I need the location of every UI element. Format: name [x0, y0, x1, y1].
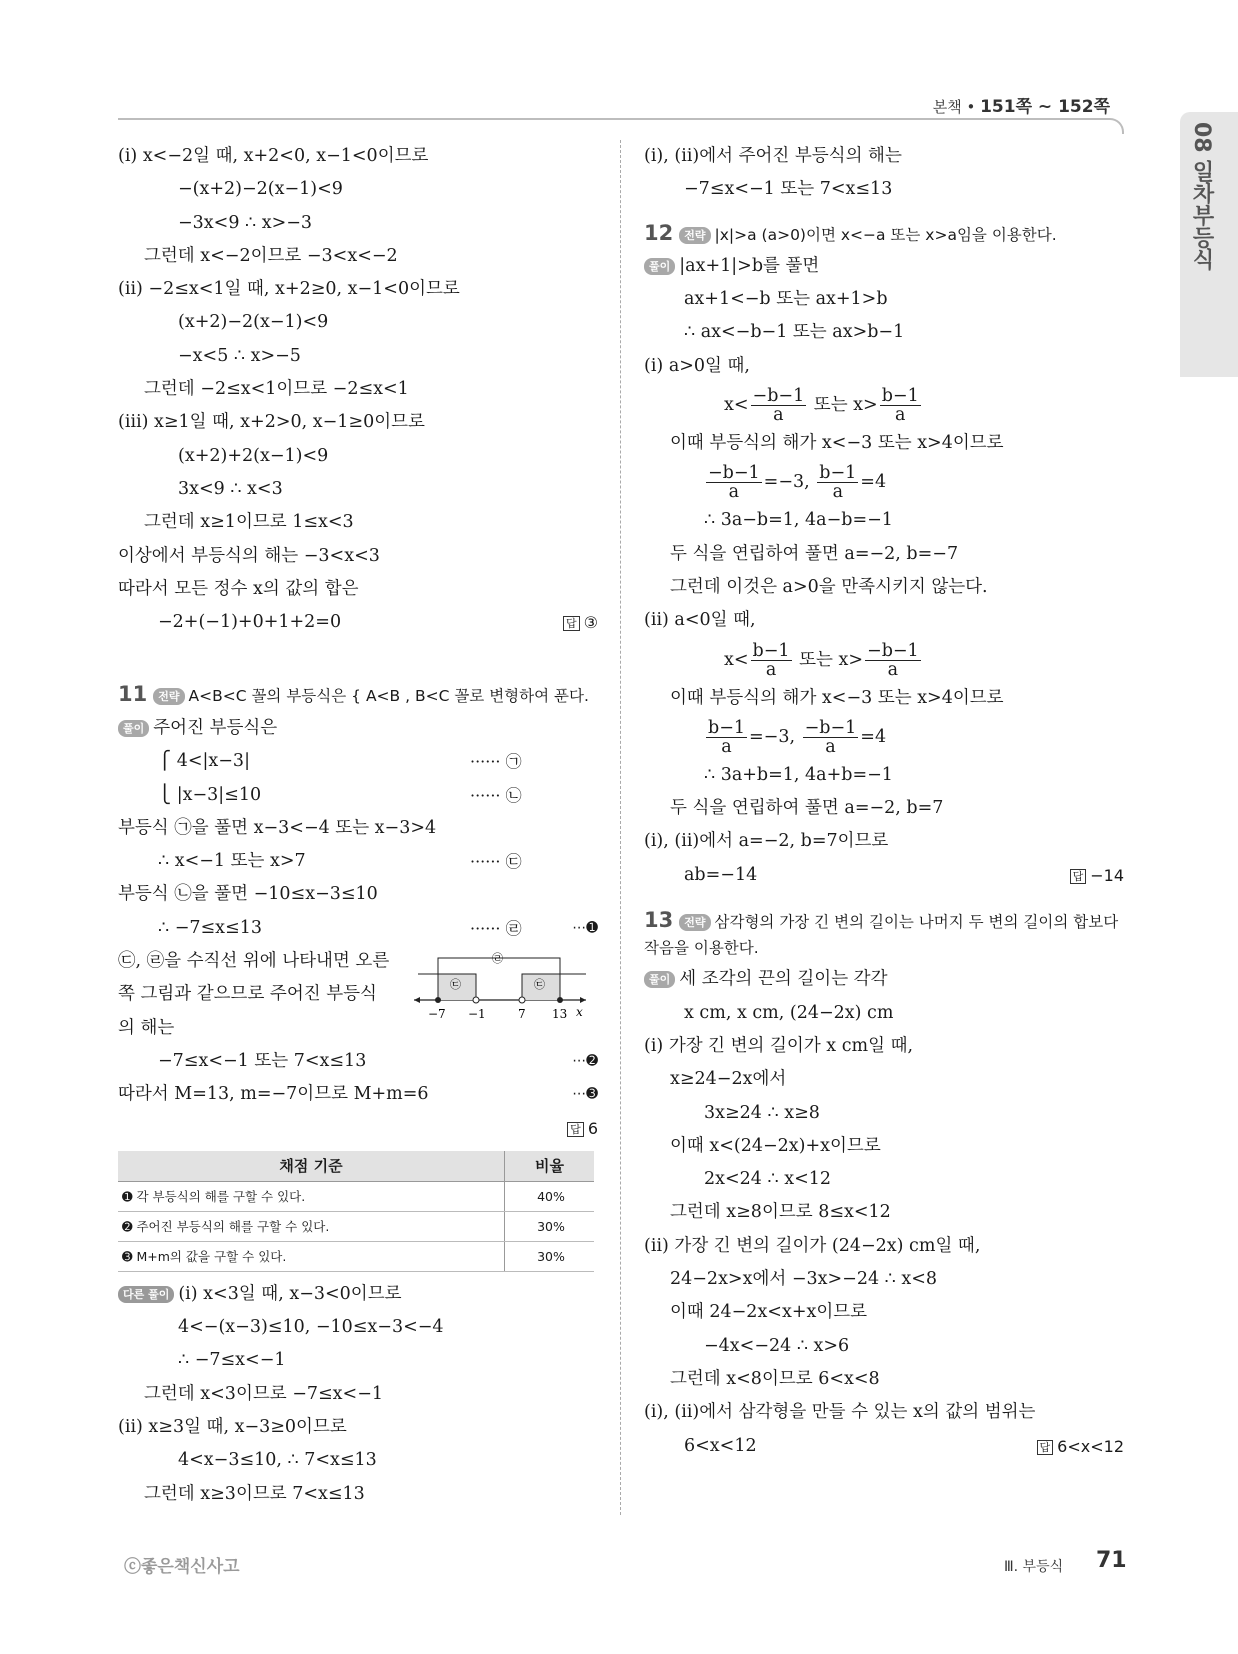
tick-neg1: −1	[468, 1007, 486, 1021]
left-lines-line: (x+2)−2(x−1)<9	[178, 312, 329, 333]
p11-line-5: ㉢, ㉣을 수직선 위에 나타내면 오른	[118, 951, 390, 972]
axis-arrow	[580, 997, 586, 1003]
alternate-solution	[118, 1278, 598, 1511]
p13-lines-line: (ⅰ) 가장 긴 변의 길이가 x cm일 때,	[644, 1035, 914, 1056]
problem-13-strategy-2: 작음을 이용한다.	[644, 939, 759, 958]
p11-line-4: ∴ −7≤x≤13 ······ ㉣ ⋯➊	[158, 917, 598, 938]
left-lines-line: (ⅰ) x<−2일 때, x+2<0, x−1<0이므로	[118, 146, 429, 166]
p12-c2b: 이때 부등식의 해가 x<−3 또는 x>4이므로	[670, 687, 1004, 708]
alternate-solution-tag: 다른 풀이	[118, 1286, 174, 1303]
grading-header-criteria: 채점 기준	[118, 1151, 505, 1182]
tick-neg7: −7	[428, 1007, 446, 1021]
left-lines-line: 따라서 모든 정수 x의 값의 합은	[118, 578, 359, 599]
p13-lines-line: 풀이 세 조각의 끈의 길이는 각각	[644, 963, 1124, 996]
p11-alt-line: 4<x−3≤10, ∴ 7<x≤13	[178, 1450, 377, 1471]
p13-lines-line: 그런데 x≥8이므로 8≤x<12	[670, 1202, 891, 1223]
p11-line-2: ∴ x<−1 또는 x>7 ······ ㉢	[158, 851, 522, 872]
table-row: ➋ 주어진 부등식의 해를 구할 수 있다. 30%	[118, 1211, 594, 1241]
tick-13: 13	[552, 1007, 568, 1021]
p11-line-3: 부등식 ㉡을 풀면 −10≤x−3≤10	[118, 884, 378, 905]
p11-alt-line: 그런데 x<3이므로 −7≤x<−1	[144, 1383, 384, 1404]
problem-12-strategy: 12 전략 |x|>a (a>0)이면 x<−a 또는 x>a임을 이용한다.	[644, 220, 1057, 245]
publisher-logo: ⓒ좋은책신사고	[124, 1557, 240, 1577]
p12-fraction-4: $\frac{b-1}{a}$ =−3, $\frac{-b-1}{a}$ =4	[708, 717, 887, 757]
p12-c1e: 그런데 이것은 a>0을 만족시키지 않는다.	[670, 576, 988, 597]
answer-10: 답 ③	[563, 606, 598, 639]
p13-lines-line: 6<x<12	[684, 1435, 757, 1456]
p12-s2: ax+1<−b 또는 ax+1>b	[684, 289, 888, 310]
point-neg7	[435, 997, 441, 1003]
problem-13-strategy: 13 전략 삼각형의 가장 긴 변의 길이는 나머지 두 변의 길이의 합보다	[644, 908, 1119, 933]
book-label: 본책	[932, 98, 962, 116]
right-top-line: (ⅰ), (ⅱ)에서 주어진 부등식의 해는	[644, 146, 902, 166]
left-lines-line: (ⅱ) −2≤x<1일 때, x+2≥0, x−1<0이므로	[118, 279, 460, 300]
p11-line-8: −7≤x<−1 또는 7<x≤13 ⋯➋	[158, 1050, 598, 1071]
p13-lines-line: (ⅱ) 가장 긴 변의 길이가 (24−2x) cm일 때,	[644, 1235, 981, 1256]
number-line-figure	[410, 944, 590, 1024]
answer-13-row	[644, 1430, 1124, 1463]
p11-line-1: 부등식 ㉠을 풀면 x−3<−4 또는 x−3>4	[118, 817, 437, 838]
p13-lines-line: −4x<−24 ∴ x>6	[704, 1335, 850, 1356]
column-divider	[620, 140, 621, 1515]
left-lines-line: 그런데 x≥1이므로 1≤x<3	[144, 512, 354, 533]
p12-c1d: 두 식을 연립하여 풀면 a=−2, b=−7	[670, 543, 959, 564]
problem-10-solution	[118, 140, 598, 639]
left-lines-line: (ⅲ) x≥1일 때, x+2>0, x−1≥0이므로	[118, 412, 425, 433]
page-range: 151쪽 ~ 152쪽	[980, 97, 1110, 117]
p13-lines-line: 이때 x<(24−2x)+x이므로	[670, 1135, 881, 1156]
label-d: ㉣	[492, 952, 503, 965]
left-lines-line: 이상에서 부등식의 해는 −3<x<3	[118, 545, 380, 566]
label-c1: ㉢	[450, 978, 461, 991]
left-lines-line: (x+2)+2(x−1)<9	[178, 445, 329, 466]
left-lines-line: −3x<9 ∴ x>−3	[178, 212, 313, 233]
tick-7: 7	[518, 1007, 526, 1021]
p12-c2: (ⅱ) a<0일 때,	[644, 610, 756, 631]
page-header: 본책 • 151쪽 ~ 152쪽	[932, 97, 1110, 117]
point-13	[557, 997, 563, 1003]
grading-header-ratio: 비율	[505, 1151, 595, 1182]
p13-lines-line: x cm, x cm, (24−2x) cm	[684, 1002, 894, 1023]
left-lines-line: 그런데 x<−2이므로 −3<x<−2	[144, 245, 398, 266]
p11-alt-line: 그런데 x≥3이므로 7<x≤13	[144, 1483, 365, 1504]
answer-11: 답 6	[567, 1112, 598, 1145]
p11-alt-line: ∴ −7≤x<−1	[178, 1350, 286, 1371]
answer-13: 답 6<x<12	[1037, 1430, 1124, 1463]
p12-c3: (ⅰ), (ⅱ)에서 a=−2, b=7이므로	[644, 831, 889, 852]
p12-c2d: 두 식을 연립하여 풀면 a=−2, b=7	[670, 798, 944, 819]
left-lines-line: 그런데 −2≤x<1이므로 −2≤x<1	[144, 379, 409, 400]
chapter-tab-label: 08 일차부등식	[1189, 122, 1214, 271]
p13-lines-line: 24−2x>x에서 −3x>−24 ∴ x<8	[670, 1269, 938, 1290]
table-row: ➊ 각 부등식의 해를 구할 수 있다. 40%	[118, 1181, 594, 1211]
p11-line-7: 의 해는	[118, 1017, 175, 1038]
p13-lines-line: x≥24−2x에서	[670, 1069, 787, 1090]
p12-c4: ab=−14 답 −14	[644, 859, 1124, 892]
answer-10-row	[118, 606, 598, 639]
table-row: ➌ M+m의 값을 구할 수 있다. 30%	[118, 1241, 594, 1271]
p12-c1b: 이때 부등식의 해가 x<−3 또는 x>4이므로	[670, 433, 1004, 454]
page-number: 71	[1096, 1548, 1127, 1573]
solution-tag: 풀이	[644, 971, 675, 988]
point-neg1	[473, 997, 479, 1003]
p12-c2c: ∴ 3a+b=1, 4a+b=−1	[704, 764, 893, 785]
p12-c1c: ∴ 3a−b=1, 4a−b=−1	[704, 510, 893, 531]
p11-conclusion	[644, 140, 1124, 207]
system-line-1: ⎧ 4<|x−3| ······ ㉠	[158, 751, 522, 772]
p11-alt-line: 4<−(x−3)≤10, −10≤x−3<−4	[178, 1317, 444, 1338]
p11-line-9: 따라서 M=13, m=−7이므로 M+m=6 ⋯➌	[118, 1084, 598, 1105]
p12-fraction-1: x< $\frac{-b-1}{a}$ 또는 x> $\frac{b-1}{a}$	[724, 386, 919, 426]
problem-11-intro: 풀이 주어진 부등식은	[118, 712, 598, 745]
answer-12: 답 −14	[1070, 859, 1124, 892]
problem-13-solution	[644, 963, 1124, 1462]
axis-label-x: x	[576, 1005, 583, 1019]
p12-c1: (ⅰ) a>0일 때,	[644, 355, 750, 376]
system-line-2: ⎩ |x−3|≤10 ······ ㉡	[158, 784, 522, 805]
right-column	[644, 140, 1124, 1463]
p13-lines-line: (ⅰ), (ⅱ)에서 삼각형을 만들 수 있는 x의 값의 범위는	[644, 1402, 1036, 1423]
grading-table	[118, 1151, 594, 1272]
right-top-line: −7≤x<−1 또는 7<x≤13	[684, 179, 893, 200]
footer-section: Ⅲ. 부등식	[1004, 1559, 1064, 1575]
left-lines-line: −x<5 ∴ x>−5	[178, 345, 301, 366]
left-column	[118, 140, 598, 639]
p11-alt-line: 다른 풀이 (ⅰ) x<3일 때, x−3<0이므로	[118, 1278, 598, 1311]
axis-arrow-left	[414, 997, 420, 1003]
p13-lines-line: 이때 24−2x<x+x이므로	[670, 1302, 868, 1323]
left-lines-line: −2+(−1)+0+1+2=0	[158, 612, 342, 633]
problem-11	[118, 676, 598, 1511]
left-lines-line: 3x<9 ∴ x<3	[178, 478, 283, 499]
label-c2: ㉢	[534, 978, 545, 991]
p12-fraction-3: x< $\frac{b-1}{a}$ 또는 x> $\frac{-b-1}{a}$	[724, 640, 919, 680]
p11-line-6: 쪽 그림과 같으므로 주어진 부등식	[118, 984, 377, 1005]
left-lines-line: −(x+2)−2(x−1)<9	[178, 179, 343, 200]
p12-s3: ∴ ax<−b−1 또는 ax>b−1	[684, 322, 905, 343]
answer-11-row	[118, 1112, 598, 1145]
p13-lines-line: 2x<24 ∴ x<12	[704, 1169, 831, 1190]
header-rule	[118, 118, 1124, 134]
p12-s1: 풀이 |ax+1|>b를 풀면	[644, 250, 1124, 283]
p12-fraction-2: $\frac{-b-1}{a}$ =−3, $\frac{b-1}{a}$ =4	[708, 463, 887, 503]
problem-11-strategy: 11 전략 A<B<C 꼴의 부등식은 { A<B , B<C 꼴로 변형하여 푼다.	[118, 682, 589, 706]
p11-alt-line: (ⅱ) x≥3일 때, x−3≥0이므로	[118, 1417, 347, 1438]
point-7	[519, 997, 525, 1003]
p13-lines-line: 3x≥24 ∴ x≥8	[704, 1102, 820, 1123]
p13-lines-line: 그런데 x<8이므로 6<x<8	[670, 1368, 880, 1389]
